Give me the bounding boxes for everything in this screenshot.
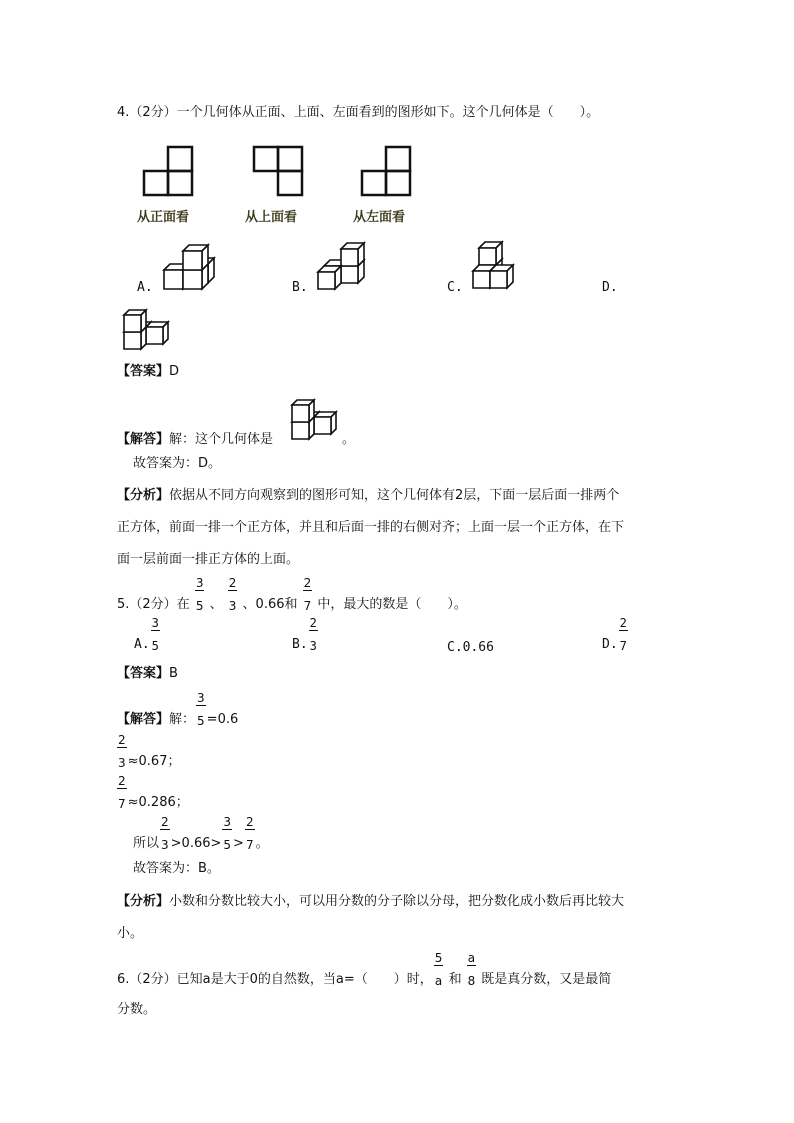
solution-tag: 【解答】 [117,432,170,447]
analysis-tag: 【分析】 [117,488,170,503]
answer-value: B [169,666,178,681]
numerator: 2 [161,815,169,829]
cube [318,266,341,289]
option-a-label[interactable]: A. [137,280,153,295]
numerator: 3 [197,691,205,705]
solution-cube-figure [290,392,340,442]
denominator: 3 [161,838,169,852]
fraction [195,576,205,613]
fraction [117,774,127,811]
analysis-text: 依据从不同方向观察到的图形可知，这个几何体有2层，下面一层后面一排两个 [169,488,620,503]
option-d-label[interactable]: D. [602,280,618,295]
denominator: 7 [118,797,126,811]
option-c-label[interactable]: C. [447,280,463,295]
q4-analysis-line-3: 面一层前面一排正方体的上面。 [117,552,300,567]
option-value: 0.66 [462,640,494,655]
solution-tag: 【解答】 [117,712,170,727]
answer-tag: 【答案】 [117,364,170,379]
q5-solution-step-1 [117,691,238,728]
q4-answer [117,364,179,380]
order-prefix: 所以 [133,836,160,851]
solution-end: 。 [342,432,356,447]
step-result: =0.6 [206,712,239,727]
comparison: > [233,836,244,851]
top-view-label: 从上面看 [245,210,298,225]
numerator: 2 [118,733,126,747]
denominator: 3 [118,756,126,770]
fraction [434,951,444,988]
numerator: 2 [245,815,254,829]
q5-solution-step-2 [116,733,180,770]
numerator: 2 [228,576,237,590]
fraction [467,951,476,988]
q6-mid: 和 [448,972,462,987]
denominator: 8 [467,974,476,988]
cube [341,243,364,266]
denominator: 7 [303,599,312,613]
order-end: 。 [255,836,269,851]
q5-conclusion: 故答案为：B。 [133,861,220,876]
numerator: 2 [118,774,126,788]
q5-mid: 、0.66和 [242,597,298,612]
fraction [245,815,255,852]
question-5-stem [117,576,467,613]
fraction [151,616,160,653]
numerator: 3 [151,616,159,630]
numerator: a [467,951,476,965]
analysis-tag: 【分析】 [117,894,170,909]
denominator: 5 [197,714,205,728]
fraction [222,815,232,852]
solution-text: 解：这个几何体是 [169,432,274,447]
option-a-cube-figure[interactable] [162,242,222,292]
numerator: 2 [619,616,627,630]
fraction [228,576,238,613]
q5-option-c[interactable] [447,640,494,656]
cube [490,265,513,288]
fraction [619,616,628,653]
denominator: 5 [151,639,159,653]
option-label: D. [602,637,618,652]
q5-prefix: 5.（2分）在 [117,597,190,612]
fraction [309,616,318,653]
comparison: >0.66> [170,836,222,851]
q5-analysis-line-1 [117,894,624,910]
question-4-stem: 4.（2分）一个几何体从正面、上面、左面看到的图形如下。这个几何体是（ ）。 [117,105,600,120]
question-6-stem [117,951,611,988]
cube [314,412,336,434]
fraction [196,691,206,728]
denominator: 7 [619,639,627,653]
question-6-line-2: 分数。 [117,1002,157,1017]
cube [292,400,314,422]
cube [146,322,168,344]
fraction [117,733,127,770]
q5-option-a[interactable] [134,616,161,653]
q4-analysis-line-2: 正方体，前面一排一个正方体，并且和后面一排的右侧对齐；上面一层一个正方体，在下 [117,520,625,535]
option-b-label[interactable]: B. [292,280,308,295]
q6-suffix: 既是真分数，又是最简 [481,972,612,987]
q5-order [133,815,269,852]
q4-analysis-line-1 [117,488,619,504]
front-view-figure [142,145,194,197]
q5-analysis-line-2: 小。 [117,926,144,941]
option-label: B. [292,637,308,652]
fraction [160,815,170,852]
option-b-cube-figure[interactable] [316,238,366,293]
step-result: ≈0.286； [127,795,189,810]
numerator: 3 [223,815,232,829]
denominator: 7 [245,838,254,852]
denominator: 3 [309,639,317,653]
option-d-cube-figure[interactable] [122,300,172,355]
top-view-figure [252,145,304,197]
answer-value: D [169,364,180,379]
q5-answer [117,666,178,682]
fraction [303,576,313,613]
numerator: 2 [309,616,317,630]
front-view-label: 从正面看 [137,210,190,225]
left-view-label: 从左面看 [353,210,406,225]
q5-suffix: 中，最大的数是（ ）。 [317,597,467,612]
q6-prefix: 6.（2分）已知a是大于0的自然数，当a=（ ）时， [117,972,433,987]
solution-text: 解： [169,712,196,727]
option-c-cube-figure[interactable] [471,240,521,290]
cube [183,245,208,270]
q5-option-b[interactable] [292,616,319,653]
denominator: a [434,974,443,988]
numerator: 2 [303,576,312,590]
numerator: 5 [434,951,443,965]
q5-solution-step-3 [116,774,189,811]
analysis-text: 小数和分数比较大小，可以用分数的分子除以分母，把分数化成小数后再比较大 [169,894,625,909]
q5-option-d[interactable] [602,616,629,653]
step-result: ≈0.67； [127,754,181,769]
left-view-figure [360,145,412,197]
option-label: A. [134,637,150,652]
cube [479,242,502,265]
answer-tag: 【答案】 [117,666,170,681]
option-label: C. [447,640,463,655]
cube [124,310,146,332]
denominator: 3 [228,599,237,613]
q4-conclusion: 故答案为：D。 [133,456,222,471]
numerator: 3 [195,576,204,590]
denominator: 5 [195,599,204,613]
q4-solution [117,432,273,448]
denominator: 5 [223,838,232,852]
separator: 、 [209,597,223,612]
